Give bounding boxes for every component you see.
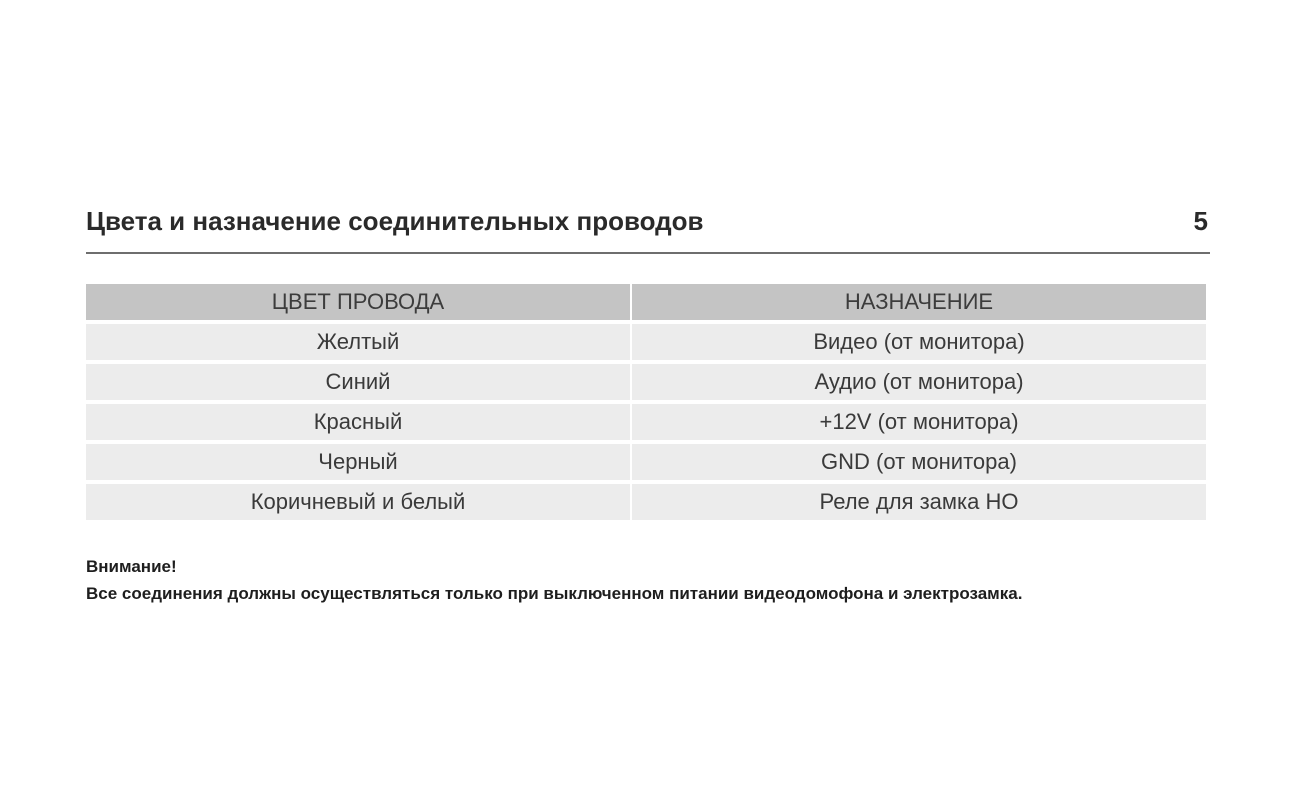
purpose-cell: Реле для замка НО: [632, 484, 1206, 520]
table-row: [86, 404, 1206, 440]
page-header: [86, 204, 1210, 254]
table-row: [86, 324, 1206, 360]
wire-color-cell: Синий: [86, 364, 630, 400]
warning-notice: [86, 553, 1022, 607]
column-header-wire-color: ЦВЕТ ПРОВОДА: [86, 284, 630, 320]
table-row: [86, 444, 1206, 480]
wire-color-cell: Желтый: [86, 324, 630, 360]
table-row: [86, 364, 1206, 400]
wire-color-cell: Черный: [86, 444, 630, 480]
wire-color-cell: Коричневый и белый: [86, 484, 630, 520]
purpose-cell: Аудио (от монитора): [632, 364, 1206, 400]
purpose-cell: GND (от монитора): [632, 444, 1206, 480]
warning-text: Все соединения должны осуществляться только при выключенном питании видеодомофона и электрозамка.: [86, 584, 1023, 603]
table-row: [86, 484, 1206, 520]
warning-heading: Внимание!: [86, 557, 177, 576]
wire-color-cell: Красный: [86, 404, 630, 440]
page-number: 5: [1193, 206, 1208, 236]
purpose-cell: Видео (от монитора): [632, 324, 1206, 360]
column-header-purpose: НАЗНАЧЕНИЕ: [632, 284, 1206, 320]
page-title: Цвета и назначение соединительных проводов: [86, 206, 704, 236]
table-header-row: [86, 284, 1206, 320]
wire-colors-table: [84, 280, 1208, 524]
purpose-cell: +12V (от монитора): [632, 404, 1206, 440]
